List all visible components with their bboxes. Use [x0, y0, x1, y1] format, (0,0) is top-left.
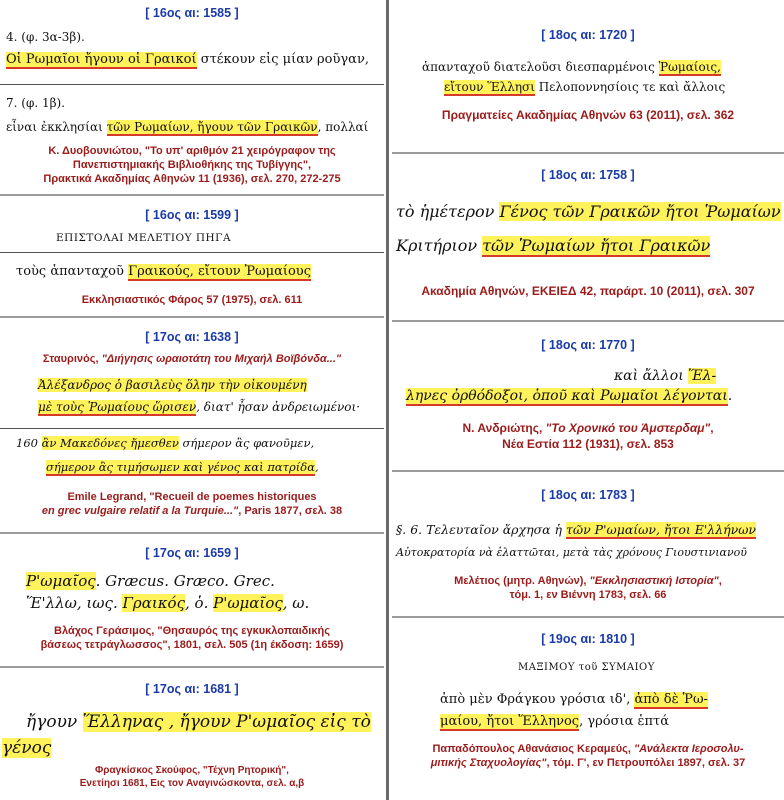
highlight: γένος	[2, 738, 52, 758]
citation	[392, 420, 784, 452]
book-title: ΕΠΙΣΤΟΛΑΙ ΜΕΛΕΤΙΟΥ ΠΗΓΑ	[56, 232, 232, 244]
section-divider	[0, 194, 384, 196]
highlight: τῶν Ῥωμαίων ἤτοι Γραικῶν	[482, 236, 711, 255]
quote-line	[422, 60, 721, 74]
highlight: μαίου, ἤτοι Ἕλληνος	[440, 714, 580, 729]
section-divider	[392, 320, 784, 322]
citation-line: Πρακτικά Ακαδημίας Αθηνών 11 (1936), σελ. 270, 272-275	[43, 173, 341, 185]
text: §. 6. Τελευταῖον ἄρχησα ἡ	[396, 522, 566, 537]
quote-line	[6, 120, 368, 134]
highlight: Ἕλληνας , ἤγουν Ρ'ωμαῖος εἰς τὸ	[82, 712, 371, 732]
highlight: τῶν Ρ'ωμαίων, ἤτοι Ε'λλήνων	[566, 522, 757, 537]
quote-line: Αὐτοκρατορία νὰ ἐλαττῶται, μετὰ τὰς χρόνους Γιουστινιανοῦ	[396, 546, 747, 559]
highlight: Ἀλέξανδρος ὁ βασιλεὺς ὅλην τὴν οἰκουμένη	[38, 378, 307, 392]
text: , ὁ.	[185, 594, 214, 612]
quote-line	[6, 52, 369, 67]
highlight: Γραικός	[122, 594, 185, 612]
citation-italic: μιτικής Σταχυολογίας"	[430, 757, 547, 769]
text: , πολλαί	[317, 120, 369, 134]
highlight: ἀπὸ δὲ Ῥω-	[634, 692, 708, 707]
citation	[0, 764, 384, 790]
quote-line	[2, 738, 51, 758]
text: Ἕ'λλω, ιως.	[26, 594, 123, 612]
book-title: ΜΑΞΙΜΟΥ τοῦ ΣΥΜΑΙΟΥ	[518, 662, 655, 673]
header-1659: [ 17ος αι: 1659 ]	[145, 546, 239, 560]
ref-line: 4. (φ. 3α-3β).	[6, 30, 85, 44]
text: στέκουν εἰς μίαν ροῦγαν,	[196, 52, 369, 67]
citation-italic: "Διήγησις ωραιοτάτη του Μιχαήλ Βοϊβόνδα..."	[101, 353, 342, 365]
text: ,	[314, 460, 319, 474]
citation	[0, 490, 384, 518]
citation-text: Ν. Ανδριώτης,	[462, 421, 546, 435]
header-1770: [ 18ος αι: 1770 ]	[541, 338, 635, 352]
quote-line	[396, 522, 756, 537]
header-1681: [ 17ος αι: 1681 ]	[145, 682, 239, 696]
citation-italic: en grec vulgaire relatif a la Turquie..."	[41, 505, 239, 517]
citation-text: , τόμ. Γ', εν Πετρουπόλει 1897, σελ. 37	[546, 757, 746, 769]
quote-line	[38, 400, 360, 414]
quote-line	[396, 202, 781, 221]
citation-line	[392, 420, 784, 436]
citation-text: ,	[718, 575, 722, 587]
citation-italic: "Το Χρονικό του Άμστερδαμ"	[545, 421, 711, 435]
citation-line: Κ. Δυοβουνιώτου, "Το υπ' αριθμόν 21 χειρόγραφον της	[48, 145, 336, 157]
highlight: Ἕλ-	[688, 368, 717, 384]
highlight: Γένος τῶν Γραικῶν ἤτοι Ῥωμαίων	[499, 202, 781, 221]
quote-line	[46, 460, 319, 474]
quote-line	[16, 436, 314, 450]
citation-line	[0, 504, 384, 518]
dictionary-line	[26, 572, 275, 590]
quote-line	[26, 712, 371, 732]
highlight: εἴτουν Ἕλλησι	[444, 80, 535, 94]
section-divider	[392, 152, 784, 154]
text: .	[727, 388, 733, 404]
dictionary-line	[26, 594, 309, 612]
quote-line	[38, 378, 307, 392]
citation-text: Μελέτιος (μητρ. Αθηνών),	[454, 575, 590, 587]
citation	[0, 624, 384, 652]
text: Πελοποννησίοις τε καὶ ἄλλοις	[534, 80, 726, 94]
highlight: τῶν Ρωμαίων, ἤγουν τῶν Γραικῶν	[106, 120, 318, 134]
text: , διατ' ἦσαν ἀνδρειωμένοι·	[196, 400, 361, 414]
line-number: 160	[16, 436, 42, 450]
text: , γρόσια ἑπτά	[579, 714, 669, 729]
highlight: Γραικούς, εἴτουν Ῥωμαίους	[128, 264, 311, 279]
section-divider	[0, 666, 384, 668]
highlight: ἂν Μακεδόνες ἤμεσθεν	[41, 436, 179, 450]
header-1783: [ 18ος αι: 1783 ]	[541, 488, 635, 502]
citation-text: Σταυρινός,	[42, 353, 102, 365]
citation-line	[392, 574, 784, 588]
citation-line: Βλάχος Γεράσιμος, "Θησαυρός της εγκυκλοπαιδικής	[54, 625, 330, 637]
citation-line: Πανεπιστημιακής Βιβλιοθήκης της Τυβίγγης",	[72, 159, 312, 171]
text: σήμερον ἂς φανοῦμεν,	[178, 436, 315, 450]
text: , ω.	[282, 594, 310, 612]
highlight: Οἱ Ρωμαῖοι ἤγουν οἱ Γραικοί	[6, 52, 197, 67]
quote-line	[396, 236, 710, 255]
ref-line: 7. (φ. 1β).	[6, 96, 66, 110]
text: ἁπανταχοῦ διατελοῦσι διεσπαρμένοις	[422, 60, 659, 74]
citation-italic: "Ανάλεκτα Ιεροσολυ-	[633, 743, 744, 755]
highlight: ληνες ὀρθόδοξοι, ὁποῦ καὶ Ρωμαῖοι λέγονται	[406, 388, 728, 404]
text: Κριτήριον	[396, 236, 483, 255]
citation-italic: "Εκκλησιαστική Ιστορία"	[589, 575, 719, 587]
section-divider	[0, 532, 384, 534]
quote-line	[440, 692, 708, 707]
citation-line	[392, 742, 784, 756]
highlight: μὲ τοὺς Ῥωμαίους ὥρισεν	[38, 400, 197, 414]
quote-line	[614, 368, 716, 384]
text: καὶ ἄλλοι	[614, 368, 689, 384]
citation-line: Emile Legrand, "Recueil de poemes historiques	[67, 491, 317, 503]
section-divider	[0, 316, 384, 318]
text: τοὺς ἁπανταχοῦ	[16, 264, 129, 279]
citation	[0, 352, 384, 366]
section-divider	[392, 470, 784, 472]
quote-line	[444, 80, 725, 94]
citation	[392, 574, 784, 602]
section-divider	[392, 616, 784, 618]
citation-line	[392, 756, 784, 770]
citation-text: , Paris 1877, σελ. 38	[238, 505, 343, 517]
highlight: Ρ'ωμαῖος	[26, 572, 96, 590]
highlight: Ρ'ωμαῖος	[213, 594, 283, 612]
quote-line	[440, 714, 669, 729]
citation: Εκκλησιαστικός Φάρος 57 (1975), σελ. 611	[81, 294, 303, 306]
text: ἀπὸ μὲν Φράγκου γρόσια ιδ',	[440, 692, 635, 707]
divider	[0, 252, 384, 253]
citation-line: Φραγκίσκος Σκούφος, "Τέχνη Ρητορική",	[95, 765, 289, 776]
citation-line: βάσεως τετράγλωσσος", 1801, σελ. 505 (1η έκδοση: 1659)	[40, 639, 344, 651]
citation	[392, 742, 784, 770]
text: . Græcus. Græco. Grec.	[95, 572, 275, 590]
highlight: σήμερον ἂς τιμήσωμεν καὶ γένος καὶ πατρίδα	[46, 460, 315, 474]
text: ἤγουν	[26, 712, 83, 732]
divider	[0, 428, 384, 429]
quote-line	[406, 388, 732, 404]
citation-text: ,	[710, 421, 714, 435]
citation	[0, 144, 384, 186]
header-1599: [ 16ος αι: 1599 ]	[145, 208, 239, 222]
citation-line: Ενετίησι 1681, Εις τον Αναγινώσκοντα, σελ. α,β	[79, 778, 305, 789]
header-1638: [ 17ος αι: 1638 ]	[145, 330, 239, 344]
highlight: Ῥωμαίοις,	[658, 60, 721, 74]
header-1585: [ 16ος αι: 1585 ]	[145, 6, 239, 20]
citation-text: Παπαδόπουλος Αθανάσιος Κεραμεύς,	[432, 743, 634, 755]
text: εἶναι ἐκκλησίαι	[6, 120, 107, 134]
column-separator	[386, 0, 389, 800]
citation-line: Νέα Εστία 112 (1931), σελ. 853	[502, 437, 674, 451]
header-1720: [ 18ος αι: 1720 ]	[541, 28, 635, 42]
text: τὸ ἡμέτερον	[396, 202, 500, 221]
citation-line: τόμ. 1, εν Βιέννη 1783, σελ. 66	[509, 589, 667, 601]
divider	[0, 84, 384, 85]
citation: Ακαδημία Αθηνών, ΕΚΕΙΕΔ 42, παράρτ. 10 (2011), σελ. 307	[421, 284, 755, 298]
citation: Πραγματείες Ακαδημίας Αθηνών 63 (2011), σελ. 362	[441, 108, 735, 122]
header-1758: [ 18ος αι: 1758 ]	[541, 168, 635, 182]
header-1810: [ 19ος αι: 1810 ]	[541, 632, 635, 646]
quote-line	[16, 264, 311, 279]
